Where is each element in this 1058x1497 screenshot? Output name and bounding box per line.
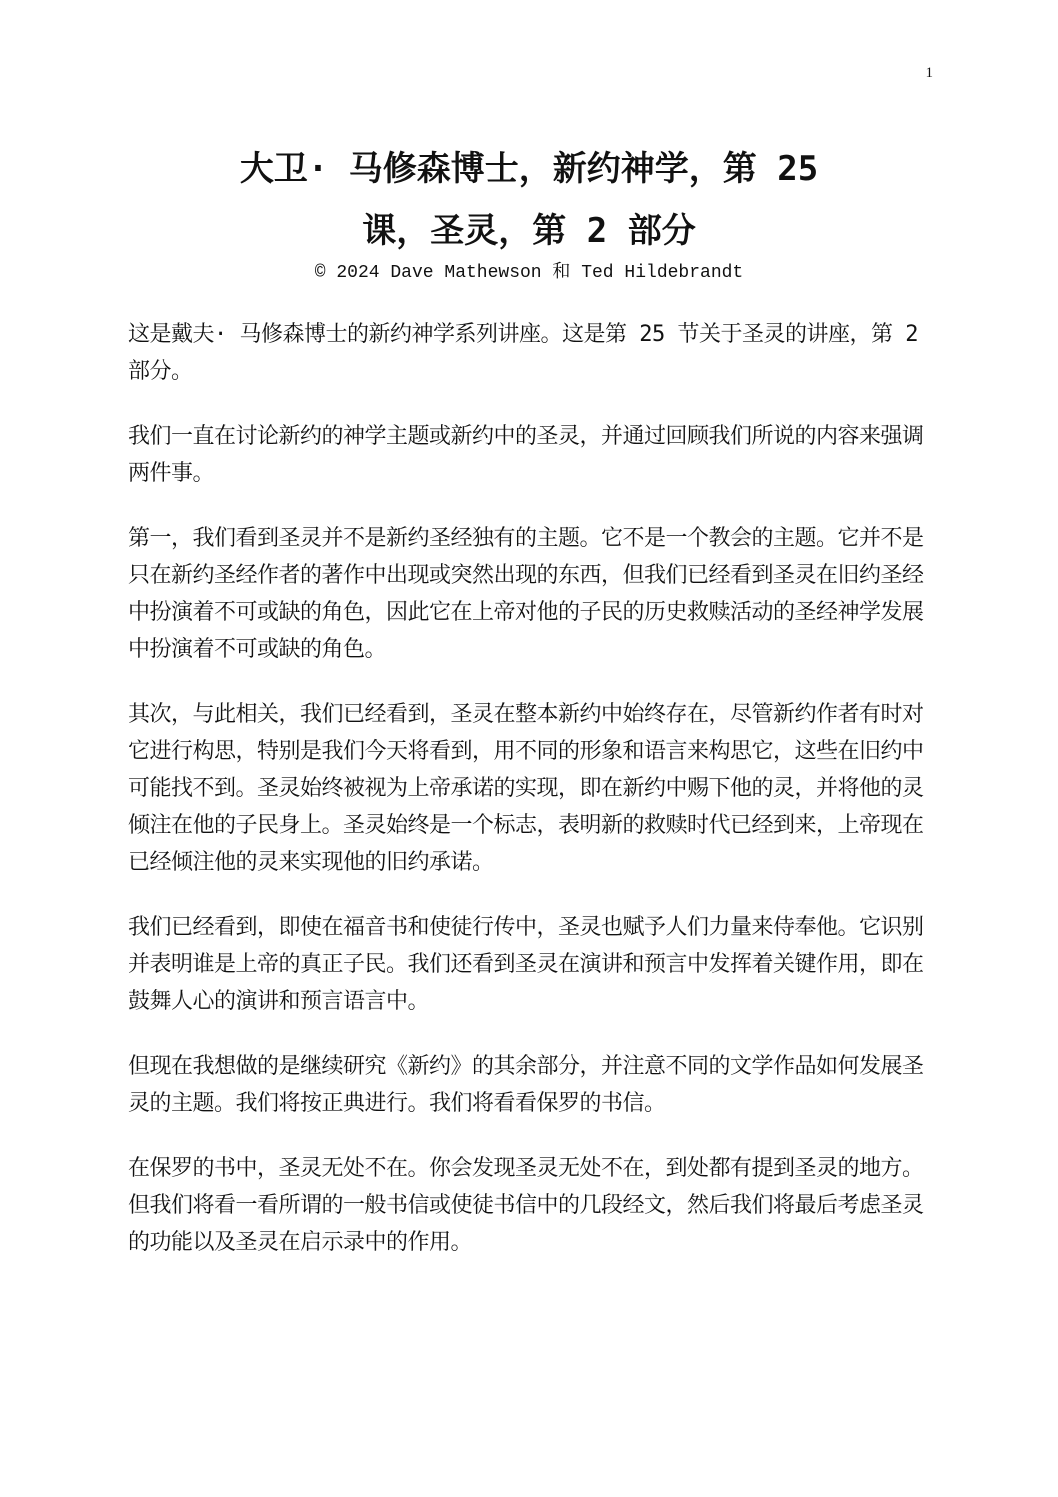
title-line-1: 大卫· 马修森博士，新约神学，第 25	[239, 149, 819, 189]
paragraph: 我们已经看到，即使在福音书和使徒行传中，圣灵也赋予人们力量来侍奉他。它识别并表明谁是上帝的真正子民。我们还看到圣灵在演讲和预言中发挥着关键作用，即在鼓舞人心的演讲和预言语言中。	[128, 915, 924, 1014]
paragraph: 这是戴夫· 马修森博士的新约神学系列讲座。这是第 25 节关于圣灵的讲座，第 2 部分。	[128, 322, 918, 384]
document-title	[130, 138, 928, 262]
paragraph: 在保罗的书中，圣灵无处不在。你会发现圣灵无处不在，到处都有提到圣灵的地方。但我们将看一看所谓的一般书信或使徒书信中的几段经文，然后我们将最后考虑圣灵的功能以及圣灵在启示录中的作用。	[128, 1156, 924, 1255]
paragraph: 第一，我们看到圣灵并不是新约圣经独有的主题。它不是一个教会的主题。它并不是只在新约圣经作者的著作中出现或突然出现的东西，但我们已经看到圣灵在旧约圣经中扮演着不可或缺的角色，因此它在上帝对他的子民的历史救赎活动的圣经神学发展中扮演着不可或缺的角色。	[128, 526, 924, 662]
page-number: 1	[925, 65, 933, 81]
paragraph: 我们一直在讨论新约的神学主题或新约中的圣灵，并通过回顾我们所说的内容来强调两件事。	[128, 424, 924, 486]
body-text	[128, 316, 928, 1289]
title-line-2: 课，圣灵，第 2 部分	[362, 211, 696, 251]
paragraph: 但现在我想做的是继续研究《新约》的其余部分，并注意不同的文学作品如何发展圣灵的主题。我们将按正典进行。我们将看看保罗的书信。	[128, 1054, 924, 1116]
copyright-notice: © 2024 Dave Mathewson 和 Ted Hildebrandt	[314, 263, 744, 283]
paragraph: 其次，与此相关，我们已经看到，圣灵在整本新约中始终存在，尽管新约作者有时对它进行构思，特别是我们今天将看到，用不同的形象和语言来构思它，这些在旧约中可能找不到。圣灵始终被视为上帝承诺的实现，即在新约中赐下他的灵，并将他的灵倾注在他的子民身上。圣灵始终是一个标志，表明新的救赎时代已经到来，上帝现在已经倾注他的灵来实现他的旧约承诺。	[128, 702, 924, 875]
